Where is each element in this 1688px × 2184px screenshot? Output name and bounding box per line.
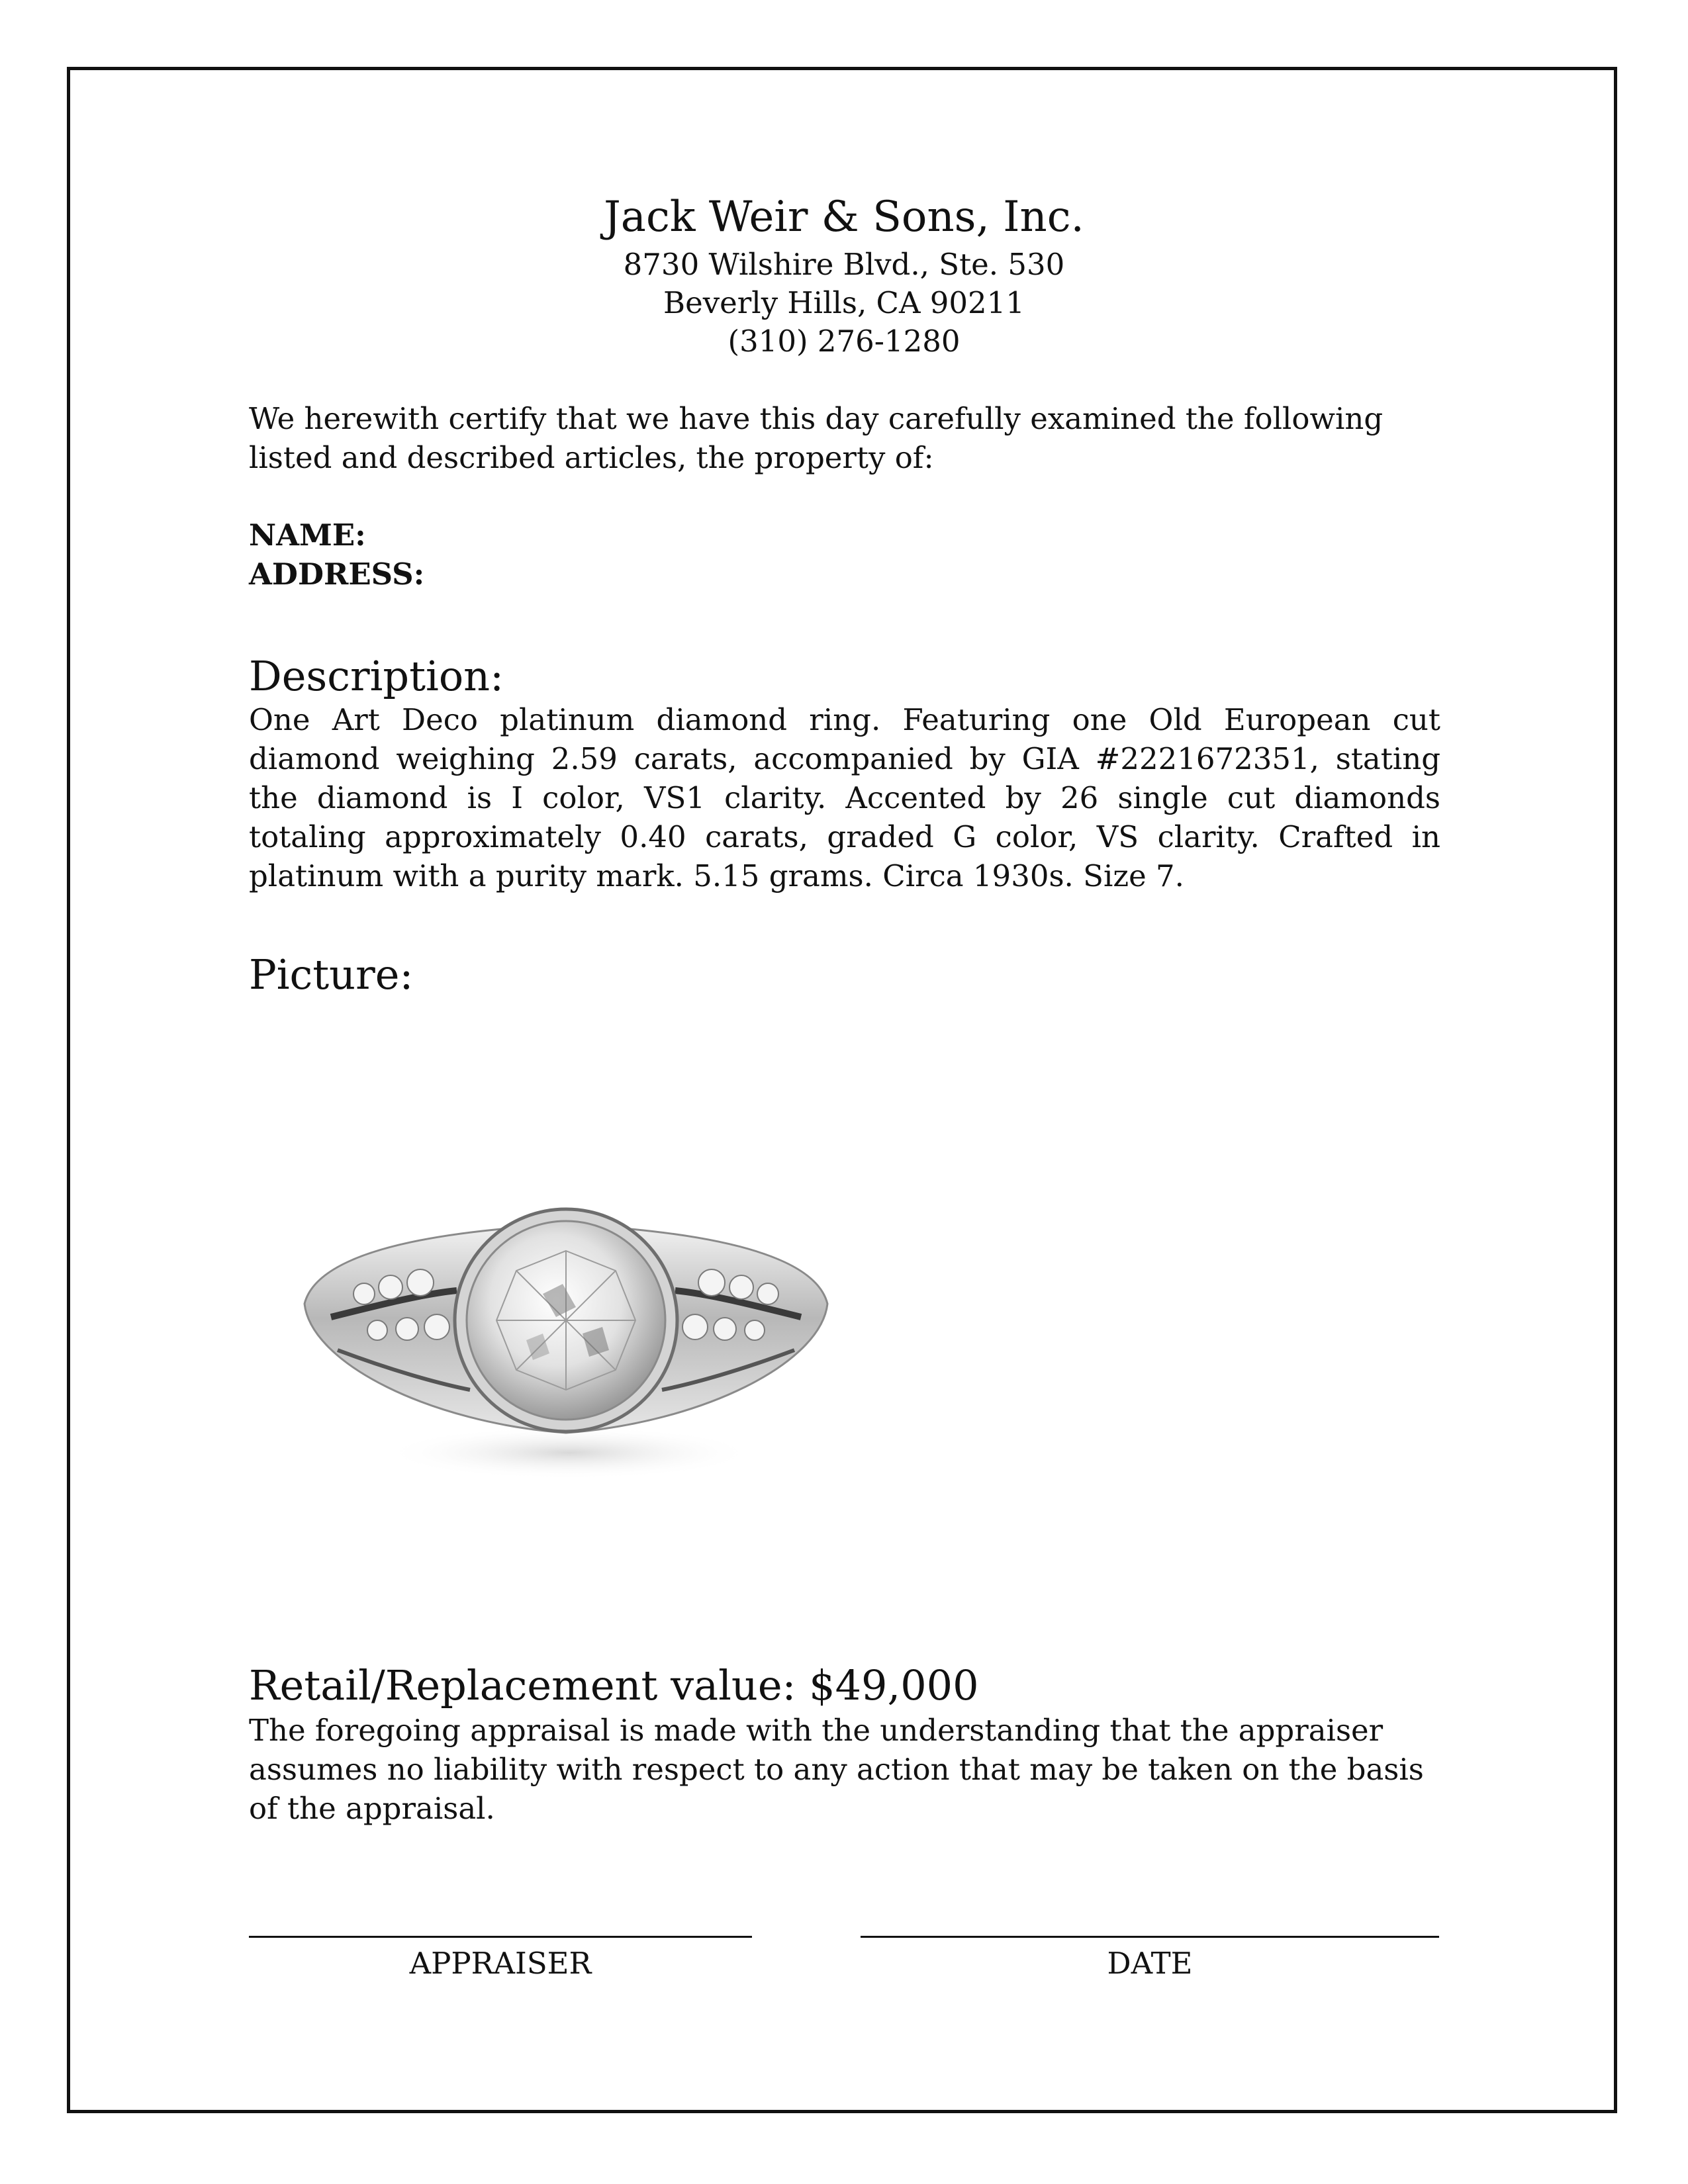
company-address-line2: Beverly Hills, CA 90211 bbox=[663, 285, 1025, 320]
company-phone: (310) 276-1280 bbox=[727, 324, 961, 359]
date-signature-line bbox=[861, 1936, 1439, 1938]
picture-heading: Picture: bbox=[249, 950, 414, 999]
description-text: One Art Deco platinum diamond ring. Featuring one Old European cut diamond weighing 2.59 carats, accompanied by GIA #2221672351, stating the diamond is I color, VS1 clarity. Accented by 26 single cut diamonds totaling approximately 0.40 carats, graded G color, VS clarity. Crafted in platinum with a purity mark. 5.15 grams. Circa 1930s. Size 7. bbox=[249, 702, 1440, 893]
owner-name-label: NAME: bbox=[249, 518, 366, 553]
value-amount: $49,000 bbox=[809, 1661, 979, 1709]
certification-statement: We herewith certify that we have this day carefully examined the following listed and described articles, the property of: bbox=[249, 401, 1383, 475]
company-name: Jack Weir & Sons, Inc. bbox=[604, 193, 1084, 242]
appraiser-signature-line bbox=[249, 1936, 752, 1938]
company-address-line1: 8730 Wilshire Blvd., Ste. 530 bbox=[623, 247, 1065, 282]
retail-replacement-value bbox=[249, 1660, 979, 1711]
ring-photo bbox=[291, 1152, 841, 1496]
owner-address-label: ADDRESS: bbox=[249, 557, 425, 592]
date-label: DATE bbox=[1107, 1946, 1193, 1981]
value-label: Retail/Replacement value: bbox=[249, 1661, 796, 1709]
appraisal-disclaimer: The foregoing appraisal is made with the understanding that the appraiser assumes no liability with respect to any action that may be taken on the basis of the appraisal. bbox=[249, 1713, 1424, 1826]
appraiser-label: APPRAISER bbox=[409, 1946, 592, 1981]
description-heading: Description: bbox=[249, 652, 504, 700]
